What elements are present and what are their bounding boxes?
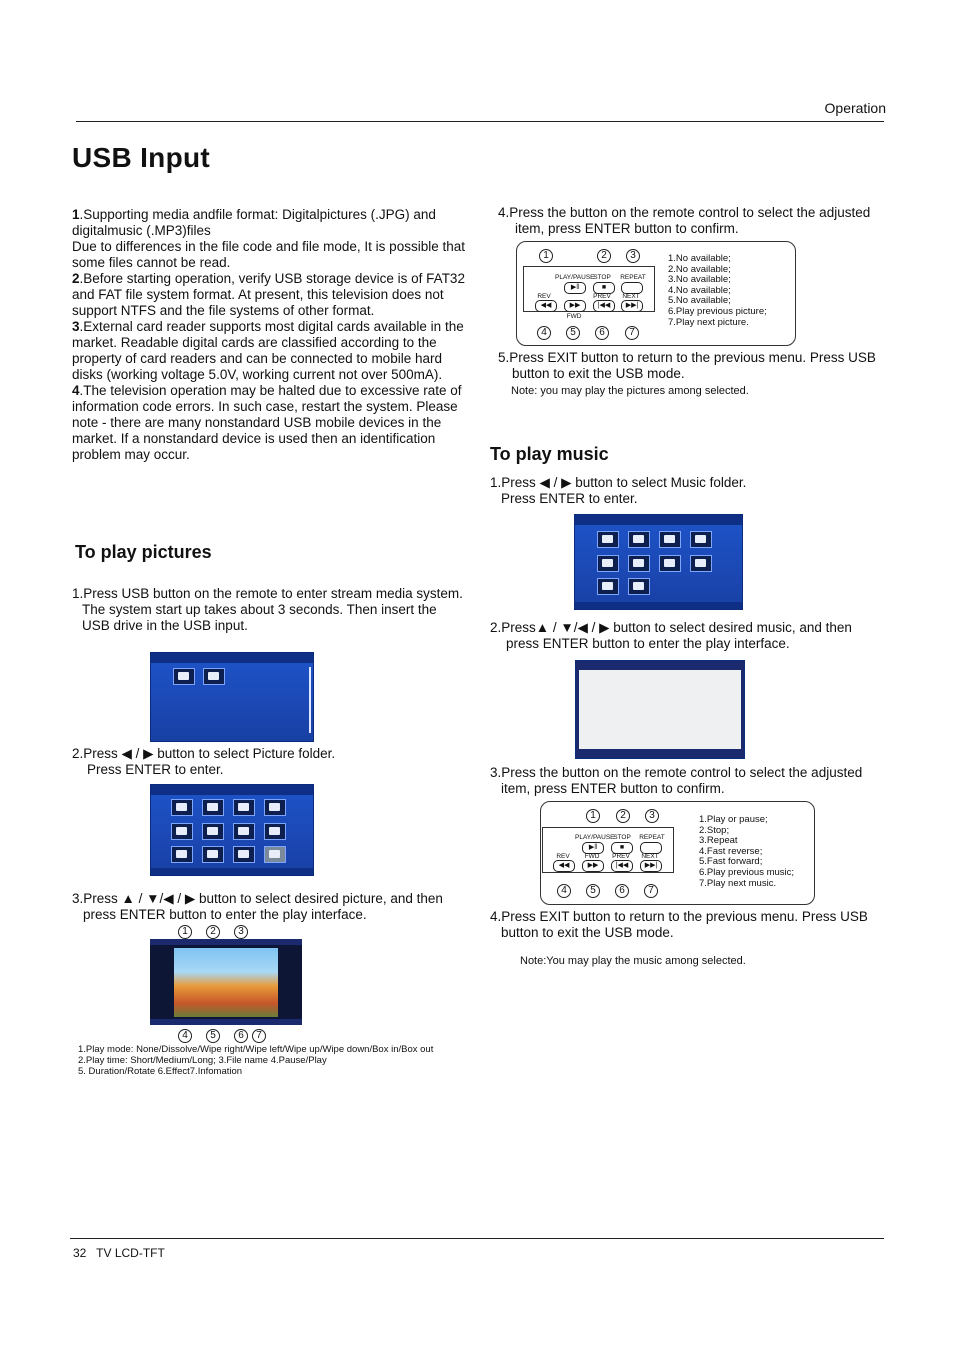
pictures-heading: To play pictures — [75, 542, 212, 562]
footer — [73, 1246, 165, 1260]
pictures-step5: 5.Press EXIT button to return to the previous menu. Press USB button to exit the USB mode. — [498, 350, 876, 381]
header-rule — [76, 121, 884, 122]
play-pause-button-icon: ▶‖ — [564, 282, 586, 294]
pictures-step4: 4.Press the button on the remote control to select the adjusted item, press ENTER button to confirm. — [498, 205, 871, 236]
pictures-legend: 1.Play mode: None/Dissolve/Wipe right/Wipe left/Wipe up/Wipe down/Box in/Box out 2.Play time: Short/Medium/Long; 3.File name 4.Pause/Play 5. Duration/Rotate 6.Effect7.Infomation — [78, 1044, 434, 1077]
remote-diagram-music: 1 2 3 PLAY/PAUSE STOP REPEAT ▶‖ ■ REV FWD PREV NEXT ◀◀ ▶▶ |◀◀ ▶▶| 4 5 6 7 1.Play or pause; 2.Stop; 3.Repeat 4.Fast reverse; 5.Fast forward; 6.Play previous music; 7.Play next music. — [540, 801, 815, 905]
intro-block — [72, 207, 468, 463]
marker-2: 2 — [206, 925, 220, 939]
remote-legend-music: 1.Play or pause; 2.Stop; 3.Repeat 4.Fast reverse; 5.Fast forward; 6.Play previous music; 7.Play next music. — [699, 814, 795, 889]
page-title: USB Input — [72, 142, 211, 173]
rev-button-icon: ◀◀ — [535, 300, 557, 312]
intro-item-3: 3.External card reader supports most digital cards available in the market. Readable digital cards are classified according to the property of card readers and can be connected to mobile hard disks (working voltage 5.0V, working current not over 500mA). — [72, 319, 464, 382]
music-note: Note:You may play the music among selected. — [520, 955, 746, 967]
product-name: TV LCD-TFT — [96, 1246, 165, 1260]
stop-button-icon: ■ — [593, 282, 615, 294]
marker-1: 1 — [178, 925, 192, 939]
marker-4: 4 — [178, 1029, 192, 1043]
pictures-step1: 1.Press USB button on the remote to enter stream media system. The system start up takes about 3 seconds. Then insert the USB drive in the USB input. — [72, 586, 463, 633]
pictures-step3: 3.Press ▲ / ▼/◀ / ▶ button to select desired picture, and then press ENTER button to enter the play interface. — [72, 891, 443, 922]
page-number: 32 — [73, 1246, 87, 1260]
marker-5: 5 — [206, 1029, 220, 1043]
remote1-marker-2: 2 — [597, 249, 611, 263]
usb-root-screenshot — [150, 652, 314, 742]
intro-item-1b: Due to differences in the file code and file mode, It is possible that some files cannot be read. — [72, 239, 465, 270]
marker-7: 7 — [252, 1029, 266, 1043]
intro-item-2: 2.Before starting operation, verify USB storage device is of FAT32 and FAT file system format. At present, this television does not support NTFS and the file systems of other format. — [72, 271, 465, 318]
music-play-screenshot — [575, 660, 745, 759]
pictures-note: Note: you may play the pictures among selected. — [511, 385, 749, 397]
rev-icon: ◀◀ — [553, 860, 575, 872]
next-button-icon: ▶▶| — [621, 300, 643, 312]
prev-button-icon: |◀◀ — [593, 300, 615, 312]
music-heading: To play music — [490, 444, 609, 464]
section-label: Operation — [824, 100, 886, 116]
intro-item-4: 4.The television operation may be halted due to excessive rate of information code errors. In such case, restart the system. Please note - there are many nonstandard USB mobile devices in the market. If a nonstandard device is used then an identification problem may occur. — [72, 383, 462, 462]
picture-folder-screenshot — [150, 784, 314, 876]
remote-diagram-pictures: 1 2 3 PLAY/PAUSE STOP REPEAT ▶‖ ■ ◀◀ ▶▶ |◀◀ ▶▶| REV FWD PREV NEXT 4 5 6 7 1.No available; 2.No available; 3.No available; 4.No available; 5.No available; 6.Play previous picture; 7.Play next picture. — [516, 241, 796, 346]
picture-play-screenshot — [150, 925, 304, 1041]
music-step3: 3.Press the button on the remote control to select the adjusted item, press ENTER button to confirm. — [490, 765, 863, 796]
remote1-marker-1: 1 — [539, 249, 553, 263]
marker-6: 6 — [234, 1029, 248, 1043]
play-pause-icon: ▶‖ — [582, 842, 604, 854]
next-icon: ▶▶| — [640, 860, 662, 872]
remote1-marker-3: 3 — [626, 249, 640, 263]
fwd-button-icon: ▶▶ — [564, 300, 586, 312]
remote-legend-pictures: 1.No available; 2.No available; 3.No available; 4.No available; 5.No available; 6.Play previous picture; 7.Play next picture. — [668, 253, 767, 328]
music-step2: 2.Press▲ / ▼/◀ / ▶ button to select desired music, and then press ENTER button to enter the play interface. — [490, 620, 852, 651]
pictures-step2: 2.Press ◀ / ▶ button to select Picture folder. Press ENTER to enter. — [72, 746, 336, 777]
fwd-icon: ▶▶ — [582, 860, 604, 872]
prev-icon: |◀◀ — [611, 860, 633, 872]
intro-item-1: 1.Supporting media andfile format: Digitalpictures (.JPG) and digitalmusic (.MP3)files — [72, 207, 436, 238]
footer-rule — [70, 1238, 884, 1239]
music-folder-screenshot — [574, 514, 743, 610]
stop-icon: ■ — [611, 842, 633, 854]
marker-3: 3 — [234, 925, 248, 939]
music-step4: 4.Press EXIT button to return to the previous menu. Press USB button to exit the USB mode. — [490, 909, 868, 940]
music-step1: 1.Press ◀ / ▶ button to select Music folder. Press ENTER to enter. — [490, 475, 747, 506]
